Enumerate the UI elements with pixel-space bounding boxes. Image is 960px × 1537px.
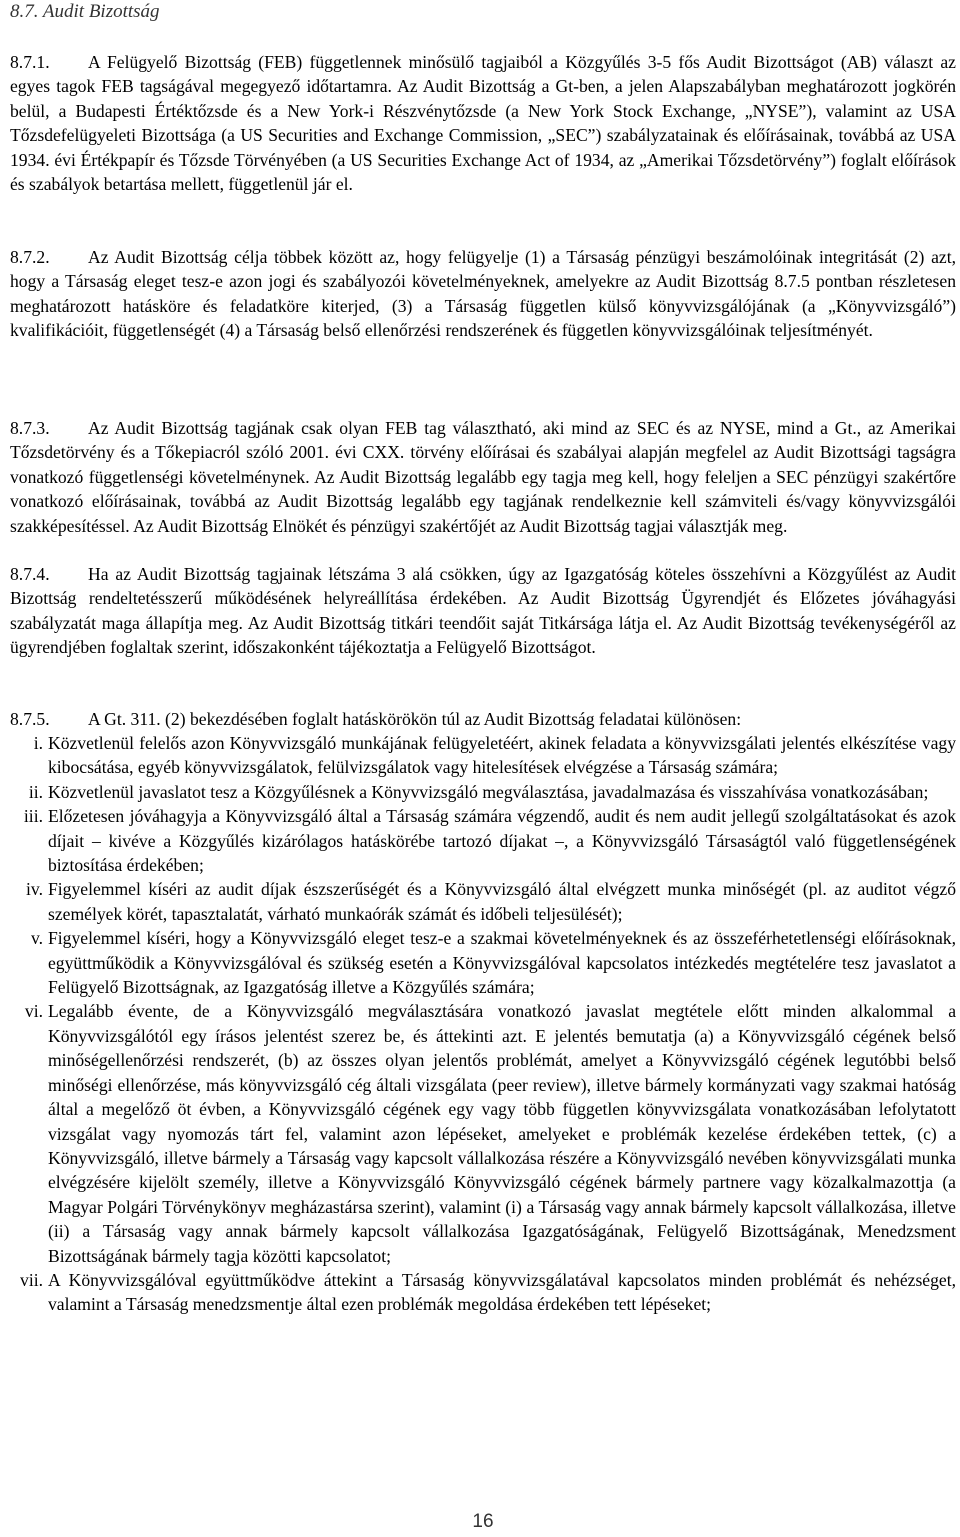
list-item-text: Közvetlenül felelős azon Könyvvizsgáló munkájának felügyeletéért, akinek feladata a könyvvizsgálati jelentés elkészítése vagy kibocsátása, egyéb könyvvizsgálatok, felülvizsgálatok vagy hitelesítések elvégzése a Társaság számára; — [48, 733, 956, 778]
list-item-text: A Könyvvizsgálóval együttműködve áttekint a Társaság könyvvizsgálatával kapcsolatos minden problémát és nehézséget, valamint a Társaság menedzsmentje által ezen problémák megoldása érdekében tett lépéseket; — [48, 1269, 956, 1315]
paragraph-8-7-2 — [10, 245, 956, 343]
list-item — [10, 877, 956, 926]
paragraph-number: 8.7.2. — [10, 247, 50, 267]
list-item-text: Legalább évente, de a Könyvvizsgáló megválasztására vonatkozó javaslat megtétele előtt minden alkalommal a Könyvvizsgálótól egy írásos jelentést szerez be, és áttekinti azt. E jelentés bemutatja (a) a Könyvvizsgáló cégének belső minőségellenőrzési rendszerét, (b) az összes olyan jelentős problémát, amelyet a Könyvvizsgáló cégének legutóbbi belső minőségi ellenőrzése, más könyvvizsgáló cég általi vizsgálata (peer review), illetve bármely kormányzati vagy szakmai hatóság által a megelőző öt évben, a Könyvvizsgáló cégének egy vagy több független könyvvizsgálata vonatkozásában lefolytatott vizsgálat vagy nyomozás tárt fel, valamint azon lépéseket, amelyeket e problémák kezelése érdekében tettek, (c) a Könyvvizsgáló, illetve bármely a Társaság vagy kapcsolt vállalkozása részére a Könyvvizsgáló nevében könyvvizsgálati munka elvégzésére kijelölt személy, illetve a Könyvvizsgáló Könyvvizsgáló cégének bármely partnere vagy közalkalmazottja (a Magyar Polgári Törvénykönyv megházastársa szerint), valamint (i) a Társaság vagy annak bármely kapcsolt vállalkozása, illetve (ii) a Társaság vagy annak bármely kapcsolt vállalkozása Igazgatóságának, Felügyelő Bizottságának, Menedzsment Bizottságának bármely tagja közötti kapcsolatot; — [48, 1001, 956, 1266]
list-item — [10, 780, 956, 804]
paragraph-number: 8.7.5. — [10, 709, 50, 729]
paragraph-8-7-5 — [10, 707, 956, 731]
paragraph-text: Az Audit Bizottság tagjának csak olyan FEB tag választható, aki mind az SEC és az NYSE, mind a Gt., az Amerikai Tőzsdetörvény és a Tőkepiacról szóló 2001. évi CXX. törvény előírásai és szabályai alapján megfelel az Audit Bizottsági tagságra vonatkozó függetlenségi követelménynek. Az Audit Bizottság legalább egy tagja meg kell, hogy feleljen a SEC pénzügyi szakértőre vonatkozó előírásainak, továbbá az Audit Bizottság legalább egy tagjának rendelkeznie kell számviteli és/vagy könyvvizsgálói szakképesítéssel. Az Audit Bizottság Elnökét és pénzügyi szakértőjét az Audit Bizottság tagjai választják meg. — [10, 418, 956, 536]
list-marker: v. — [30, 928, 43, 949]
list-marker: iii. — [23, 806, 43, 827]
paragraph-text: A Gt. 311. (2) bekezdésében foglalt hatáskörökön túl az Audit Bizottság feladatai különösen: — [88, 709, 742, 729]
paragraph-number: 8.7.3. — [10, 418, 50, 438]
list-item-text: Figyelemmel kíséri az audit díjak észszerűségét és a Könyvvizsgáló által elvégzett munka minőségét (pl. az auditot végző személyek körét, tapasztalatát, várható munkaórák számát és időbeli teljesülését); — [48, 879, 956, 924]
list-marker: iv. — [26, 879, 43, 900]
list-marker: i. — [33, 733, 43, 753]
list-item — [10, 731, 956, 780]
paragraph-text: Ha az Audit Bizottság tagjainak létszáma 3 alá csökken, úgy az Igazgatóság köteles összehívni a Közgyűlést az Audit Bizottság rendeltetésszerű működésének helyreállítása érdekében. Az Audit Bizottság Ügyrendjét és Előzetes jóváhagyási szabályzatát maga állapítja meg. Az Audit Bizottság titkári teendőit saját Titkársága látja el. Az Audit Bizottság tevékenységéről az ügyrendjében foglaltak szerint, időszakonként tájékoztatja a Felügyelő Bizottságot. — [10, 564, 956, 658]
paragraph-8-7-3 — [10, 416, 956, 538]
paragraph-number: 8.7.4. — [10, 564, 50, 584]
list-item-text: Figyelemmel kíséri, hogy a Könyvvizsgáló eleget tesz-e a szakmai követelményeknek és az összeférhetetlenségi előírásoknak, együttműködik a Könyvvizsgálóval és szükség esetén a Könyvvizsgálóval kapcsolatos intézkedés megtételére tesz javaslatot a Felügyelő Bizottságnak, az Igazgatóság illetve a Közgyűlés számára; — [48, 928, 956, 998]
paragraph-8-7-1 — [10, 50, 956, 196]
list-item — [10, 926, 956, 999]
list-marker: vi. — [24, 1001, 43, 1022]
paragraph-8-7-4 — [10, 562, 956, 660]
paragraph-text: Az Audit Bizottság célja többek között az, hogy felügyelje (1) a Társaság pénzügyi beszámolóinak integritását (2) azt, hogy a Társaság eleget tesz-e azon jogi és szabályozói követelményeknek, amelyekre az Audit Bizottság 8.7.5 pontban részletesen meghatározott hatásköre és feladatköre kiterjed, (3) a Társaság független külső könyvvizsgálójának (a „Könyvvizsgáló”) kvalifikációit, függetlenségét (4) a Társaság belső ellenőrzési rendszerének és független könyvvizsgálóinak teljesítményét. — [10, 247, 956, 341]
list-item — [10, 1268, 956, 1317]
paragraph-text: A Felügyelő Bizottság (FEB) függetlennek minősülő tagjaiból a Közgyűlés 3-5 fős Audit Bizottságot (AB) választ az egyes tagok FEB tagságával megegyező időtartamra. Az Audit Bizottság a Gt-ben, a jelen Alapszabályban meghatározott jogkörén belül, a Budapesti Értéktőzsde és a New York-i Részvénytőzsde (a New York Stock Exchange, „NYSE”), valamint az USA Tőzsdefelügyeleti Bizottsága (a US Securities and Exchange Commission, „SEC”) szabályzatainak és előírásainak, továbbá az USA 1934. évi Értékpapír és Tőzsde Törvényében (a US Securities Exchange Act of 1934, az „Amerikai Tőzsdetörvény”) foglalt előírások és szabályok betartása mellett, függetlenül jár el. — [10, 52, 956, 195]
list-item — [10, 804, 956, 877]
list-marker: ii. — [28, 781, 43, 802]
section-heading: 8.7. Audit Bizottság — [10, 1, 160, 22]
list-item-text: Előzetesen jóváhagyja a Könyvvizsgáló által a Társaság számára végzendő, audit és nem audit jellegű szolgáltatásokat és azok díjait – kivéve a Közgyűlés kizárólagos hatáskörébe tartozó díjakat –, a Könyvvizsgáló Társaságtól való függetlenségének biztosítása érdekében; — [48, 806, 956, 876]
paragraph-number: 8.7.1. — [10, 52, 50, 72]
list-marker: vii. — [20, 1269, 43, 1290]
page-number: 16 — [472, 1511, 494, 1532]
list-item — [10, 999, 956, 1267]
duties-list — [10, 731, 956, 1317]
list-item-text: Közvetlenül javaslatot tesz a Közgyűlésnek a Könyvvizsgáló megválasztása, javadalmazása és visszahívása vonatkozásában; — [48, 781, 929, 802]
